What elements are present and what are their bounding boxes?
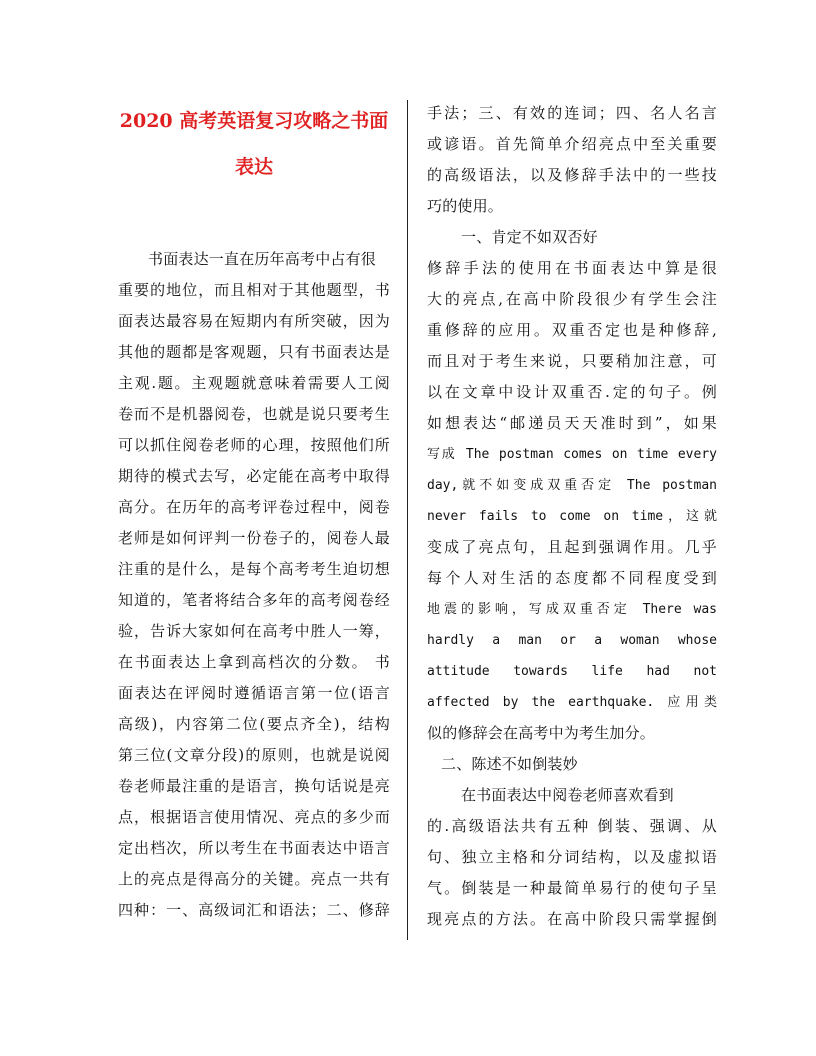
text-line: 卷而不是机器阅卷，也就是说只要考生 xyxy=(118,405,390,423)
section-heading: 一、肯定不如双否好 xyxy=(461,228,598,246)
text-line: 在书面表达中阅卷老师喜欢看到 xyxy=(461,786,674,804)
text-line: 书面表达一直在历年高考中占有很 xyxy=(148,250,377,268)
text-line: 手法；三、有效的连词；四、名人名言 xyxy=(427,104,717,122)
text-line: never fails to come on time，这就 xyxy=(427,509,717,524)
text-line: 知道的，笔者将结合多年的高考阅卷经 xyxy=(118,591,390,609)
text-line: 老师是如何评判一份卷子的，阅卷人最 xyxy=(118,529,390,547)
text-line: 的.高级语法共有五种 倒装、强调、从 xyxy=(427,817,717,835)
text-line: 定出档次，所以考生在书面表达中语言 xyxy=(118,839,390,857)
text-line: 地震的影响，写成双重否定 There was xyxy=(427,602,717,617)
title-line-2: 表达 xyxy=(234,156,273,178)
text-line: 或谚语。首先简单介绍亮点中至关重要 xyxy=(427,135,717,153)
text-line: 期待的模式去写，必定能在高考中取得 xyxy=(118,467,390,485)
text-line: 重要的地位，而且相对于其他题型，书 xyxy=(118,281,390,299)
text-line: 验，告诉大家如何在高考中胜人一筹， xyxy=(118,622,390,640)
text-line: 变成了亮点句，且起到强调作用。几乎 xyxy=(427,538,717,556)
text-line: 在书面表达上拿到高档次的分数。 书 xyxy=(118,653,390,671)
text-line: 如想表达“邮递员天天准时到”，如果 xyxy=(427,414,717,432)
text-line: 每个人对生活的态度都不同程度受到 xyxy=(427,569,717,587)
text-line: 四种：一、高级词汇和语法；二、修辞 xyxy=(118,901,390,919)
text-line: 修辞手法的使用在书面表达中算是很 xyxy=(427,259,717,277)
text-line: 上的亮点是得高分的关键。亮点一共有 xyxy=(118,870,390,888)
text-line: 气。倒装是一种最简单易行的使句子呈 xyxy=(427,879,717,897)
text-line: 卷老师最注重的是语言，换句话说是亮 xyxy=(118,777,390,795)
text-line: 似的修辞会在高考中为考生加分。 xyxy=(427,724,656,742)
text-line: 的高级语法，以及修辞手法中的一些技 xyxy=(427,166,717,184)
text-line: 主观.题。主观题就意味着需要人工阅 xyxy=(118,374,390,392)
text-line: 重修辞的应用。双重否定也是种修辞, xyxy=(427,321,717,339)
title-gap xyxy=(118,190,390,244)
text-line: 面表达最容易在短期内有所突破，因为 xyxy=(118,312,390,330)
text-line: 高级)，内容第二位(要点齐全)，结构 xyxy=(118,715,390,733)
text-line: 而且对于考生来说，只要稍加注意，可 xyxy=(427,352,717,370)
right-column xyxy=(427,98,717,935)
text-line: 大的亮点,在高中阶段很少有学生会注 xyxy=(427,290,717,308)
left-column xyxy=(118,98,390,926)
text-line: affected by the earthquake. 应用类 xyxy=(427,695,717,710)
document-title xyxy=(118,98,390,190)
text-line: 高分。在历年的高考评卷过程中，阅卷 xyxy=(118,498,390,516)
text-line: 注重的是什么，是每个高考考生迫切想 xyxy=(118,560,390,578)
text-line: 点，根据语言使用情况、亮点的多少而 xyxy=(118,808,390,826)
text-line: day,就不如变成双重否定 The postman xyxy=(427,478,717,493)
text-line: attitude towards life had not xyxy=(427,664,717,679)
text-line: 可以抓住阅卷老师的心理，按照他们所 xyxy=(118,436,390,454)
column-divider xyxy=(407,100,408,940)
text-line: 现亮点的方法。在高中阶段只需掌握倒 xyxy=(427,910,717,928)
left-paragraph xyxy=(118,244,390,926)
title-line-1: 2020 高考英语复习攻略之书面 xyxy=(119,110,389,132)
text-line: 第三位(文章分段)的原则，也就是说阅 xyxy=(118,746,390,764)
section-heading: 二、陈述不如倒装妙 xyxy=(441,755,578,773)
text-line: 其他的题都是客观题，只有书面表达是 xyxy=(118,343,390,361)
text-line: 面表达在评阅时遵循语言第一位(语言 xyxy=(118,684,390,702)
text-line: 句、独立主格和分词结构，以及虚拟语 xyxy=(427,848,717,866)
text-line: 巧的使用。 xyxy=(427,197,504,215)
text-line: 写成 The postman comes on time every xyxy=(427,447,717,462)
text-line: 以在文章中设计双重否.定的句子。例 xyxy=(427,383,717,401)
text-line: hardly a man or a woman whose xyxy=(427,633,717,648)
